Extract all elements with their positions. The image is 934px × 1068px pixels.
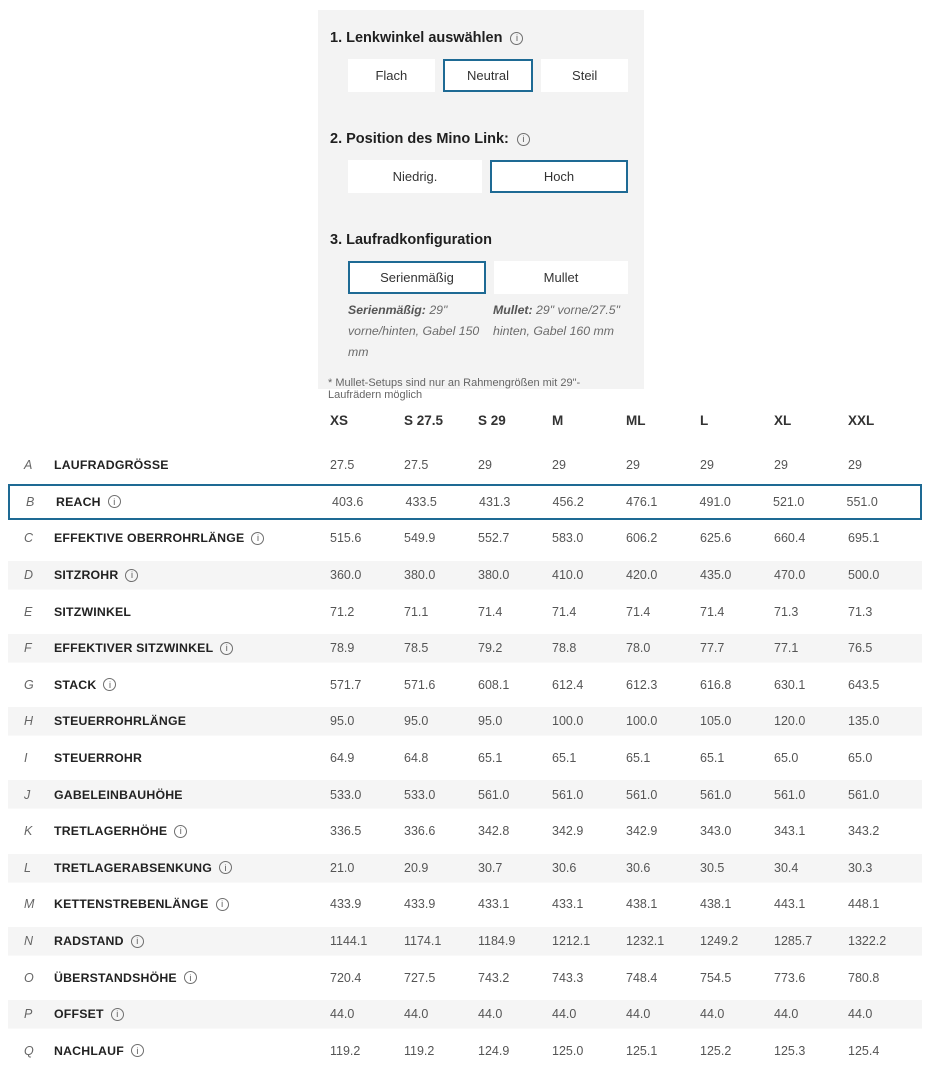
geometry-value: 30.6 [552, 860, 577, 875]
geometry-value: 433.1 [478, 897, 510, 912]
geometry-value: 456.2 [552, 494, 584, 509]
geometry-value: 125.0 [552, 1043, 584, 1058]
geometry-value: 30.3 [848, 860, 873, 875]
geometry-value: 1174.1 [404, 934, 442, 949]
geometry-value: 30.4 [774, 860, 799, 875]
geometry-value: 64.9 [330, 751, 355, 766]
config-section [330, 30, 628, 92]
geometry-value: 71.4 [478, 604, 503, 619]
geometry-value: 44.0 [330, 1007, 355, 1022]
geometry-value: 29 [478, 458, 492, 473]
table-row[interactable] [8, 557, 922, 594]
geometry-value: 521.0 [773, 494, 805, 509]
geometry-value: 380.0 [478, 568, 510, 583]
mullet-config-text: 29" vorne/27.5" hinten, Gabel 160 mm [493, 303, 620, 338]
geometry-value: 124.9 [478, 1043, 510, 1058]
row-label [54, 971, 330, 985]
row-label [54, 934, 330, 948]
geometry-value: 44.0 [848, 1007, 873, 1022]
geometry-value: 27.5 [330, 458, 355, 473]
geometry-value: 78.8 [552, 641, 577, 656]
geometry-value: 743.2 [478, 970, 510, 985]
geometry-value: 125.2 [700, 1043, 732, 1058]
geometry-value: 20.9 [404, 860, 429, 875]
geometry-value: 95.0 [478, 714, 503, 729]
geometry-value: 71.3 [848, 604, 873, 619]
geometry-value: 44.0 [478, 1007, 503, 1022]
config-section [330, 232, 628, 294]
row-label-text: SITZWINKEL [54, 604, 132, 619]
geometry-value: 71.2 [330, 604, 355, 619]
row-label-text: LAUFRADGRÖSSE [54, 458, 169, 473]
geometry-value: 551.0 [846, 494, 878, 509]
info-icon[interactable] [103, 678, 116, 691]
geometry-value: 30.7 [478, 860, 503, 875]
table-row[interactable] [8, 886, 922, 923]
geometry-value: 1144.1 [330, 934, 368, 949]
row-label-text: ÜBERSTANDSHÖHE [54, 970, 177, 985]
geometry-value: 561.0 [626, 787, 658, 802]
info-icon[interactable] [174, 825, 187, 838]
option-button-mullet[interactable]: Mullet [494, 261, 628, 294]
mullet-config-lead: Mullet: [493, 303, 533, 317]
standard-config-description [348, 300, 483, 363]
info-icon[interactable] [219, 861, 232, 874]
geometry-value: 435.0 [700, 568, 732, 583]
row-label [54, 568, 330, 582]
geometry-value: 1285.7 [774, 934, 813, 949]
geometry-value: 78.0 [626, 641, 651, 656]
geometry-value: 77.7 [700, 641, 725, 656]
geometry-value: 65.1 [626, 751, 651, 766]
standard-config-text: 29" vorne/hinten, Gabel 150 mm [348, 303, 480, 359]
geometry-value: 95.0 [404, 714, 429, 729]
geometry-value: 533.0 [330, 787, 362, 802]
geometry-value: 1212.1 [552, 934, 591, 949]
table-row[interactable] [8, 996, 922, 1033]
mullet-footnote: * Mullet-Setups sind nur an Rahmengrößen mit 29"-Laufrädern möglich [328, 376, 581, 401]
row-label [54, 1044, 330, 1058]
config-section-title-text: 3. Laufradkonfiguration [330, 232, 492, 248]
geometry-value: 65.1 [552, 751, 577, 766]
row-label-text: EFFEKTIVER SITZWINKEL [54, 641, 214, 656]
row-label [56, 495, 332, 509]
geometry-value: 748.4 [626, 970, 658, 985]
geometry-value: 76.5 [848, 641, 873, 656]
info-icon[interactable] [517, 133, 530, 146]
geometry-value: 403.6 [332, 494, 364, 509]
geometry-value: 100.0 [626, 714, 658, 729]
option-button-neutral[interactable]: Neutral [443, 59, 534, 92]
geometry-value: 119.2 [330, 1043, 361, 1058]
config-panel [318, 10, 644, 401]
table-row[interactable] [8, 923, 922, 960]
config-options [348, 59, 628, 92]
row-letter: E [24, 604, 33, 619]
table-row[interactable] [8, 959, 922, 996]
geometry-value: 561.0 [478, 787, 510, 802]
geometry-value: 561.0 [848, 787, 880, 802]
table-row[interactable] [8, 776, 922, 813]
geometry-value: 71.4 [700, 604, 725, 619]
config-options [348, 160, 628, 193]
row-label-text: EFFEKTIVE OBERROHRLÄNGE [54, 531, 245, 546]
info-icon[interactable] [131, 1044, 144, 1057]
row-label [54, 1007, 330, 1021]
geometry-value: 30.6 [626, 860, 651, 875]
geometry-value: 343.0 [700, 824, 732, 839]
geometry-value: 27.5 [404, 458, 429, 473]
geometry-value: 571.7 [330, 677, 362, 692]
row-label-text: TRETLAGERHÖHE [54, 824, 168, 839]
info-icon[interactable] [251, 532, 264, 545]
row-letter: O [24, 970, 34, 985]
table-row[interactable] [8, 484, 922, 521]
geometry-value: 120.0 [774, 714, 806, 729]
geometry-value: 380.0 [404, 568, 436, 583]
geometry-value: 44.0 [404, 1007, 429, 1022]
geometry-value: 727.5 [404, 970, 436, 985]
row-label-text: SITZROHR [54, 568, 119, 583]
geometry-value: 448.1 [848, 897, 880, 912]
geometry-value: 420.0 [626, 568, 658, 583]
geometry-value: 443.1 [774, 897, 806, 912]
row-label-text: STEUERROHR [54, 751, 143, 766]
geometry-value: 65.0 [848, 751, 873, 766]
geometry-value: 561.0 [552, 787, 584, 802]
geometry-value: 695.1 [848, 531, 880, 546]
table-row[interactable] [8, 703, 922, 740]
geometry-value: 360.0 [330, 568, 362, 583]
config-sections [330, 30, 628, 294]
row-label [54, 531, 330, 545]
table-row[interactable] [8, 447, 922, 484]
size-column-header: XL [774, 413, 792, 428]
row-letter: J [24, 787, 31, 802]
geometry-value: 625.6 [700, 531, 732, 546]
geometry-value: 342.9 [552, 824, 584, 839]
row-label-text: STEUERROHRLÄNGE [54, 714, 187, 729]
geometry-value: 65.1 [700, 751, 725, 766]
geometry-value: 342.9 [626, 824, 658, 839]
geometry-value: 433.1 [552, 897, 584, 912]
geometry-value: 29 [774, 458, 788, 473]
geometry-value: 44.0 [552, 1007, 577, 1022]
geometry-value: 336.5 [330, 824, 362, 839]
config-section [330, 131, 628, 193]
wheel-config-descriptions [348, 300, 628, 363]
geometry-value: 1232.1 [626, 934, 665, 949]
geometry-value: 343.1 [774, 824, 806, 839]
row-letter: K [24, 824, 33, 839]
geometry-value: 433.9 [330, 897, 362, 912]
info-icon[interactable] [184, 971, 197, 984]
row-label-text: REACH [56, 494, 101, 509]
size-column-header: L [700, 413, 709, 428]
geometry-value: 79.2 [478, 641, 503, 656]
geometry-value: 612.4 [552, 677, 584, 692]
row-label [54, 714, 330, 728]
geometry-value: 119.2 [404, 1043, 435, 1058]
geometry-table [8, 405, 922, 1068]
geometry-value: 125.3 [774, 1043, 806, 1058]
table-row[interactable] [8, 667, 922, 704]
geometry-value: 470.0 [774, 568, 806, 583]
table-body [8, 447, 922, 1068]
geometry-value: 105.0 [700, 714, 732, 729]
geometry-value: 780.8 [848, 970, 880, 985]
geometry-value: 65.1 [478, 751, 503, 766]
geometry-value: 30.5 [700, 860, 725, 875]
geometry-value: 773.6 [774, 970, 806, 985]
config-options [348, 261, 628, 294]
geometry-value: 561.0 [774, 787, 806, 802]
option-button-niedrig[interactable]: Niedrig. [348, 160, 482, 193]
geometry-value: 29 [700, 458, 714, 473]
geometry-value: 754.5 [700, 970, 732, 985]
config-section-title-text: 2. Position des Mino Link: [330, 131, 509, 147]
geometry-value: 561.0 [700, 787, 732, 802]
mullet-config-description [493, 300, 628, 363]
row-label [54, 861, 330, 875]
row-label-text: TRETLAGERABSENKUNG [54, 860, 212, 875]
row-label-text: GABELEINBAUHÖHE [54, 787, 183, 802]
geometry-value: 71.4 [626, 604, 651, 619]
row-letter: Q [24, 1043, 34, 1058]
geometry-value: 71.3 [774, 604, 799, 619]
row-label-text: NACHLAUF [54, 1043, 124, 1058]
row-label [54, 605, 330, 619]
size-column-header: M [552, 413, 564, 428]
size-column-header: XS [330, 413, 349, 428]
row-letter: P [24, 1007, 33, 1022]
geometry-value: 1322.2 [848, 934, 887, 949]
size-column-header: S 27.5 [404, 413, 444, 428]
geometry-value: 515.6 [330, 531, 362, 546]
geometry-value: 44.0 [700, 1007, 725, 1022]
geometry-value: 125.1 [626, 1043, 658, 1058]
info-icon[interactable] [220, 642, 233, 655]
info-icon[interactable] [216, 898, 229, 911]
config-section-title [330, 131, 628, 147]
row-label-text: RADSTAND [54, 934, 124, 949]
info-icon[interactable] [111, 1008, 124, 1021]
geometry-value: 21.0 [330, 860, 355, 875]
geometry-value: 65.0 [774, 751, 799, 766]
geometry-value: 135.0 [848, 714, 880, 729]
size-column-header: S 29 [478, 413, 506, 428]
row-letter: M [24, 897, 35, 912]
row-label [54, 641, 330, 655]
geometry-value: 438.1 [626, 897, 658, 912]
row-label [54, 751, 330, 765]
geometry-value: 95.0 [330, 714, 355, 729]
row-letter: C [24, 531, 34, 546]
table-row[interactable] [8, 593, 922, 630]
row-label [54, 824, 330, 838]
row-label [54, 678, 330, 692]
config-section-title [330, 30, 628, 46]
geometry-value: 71.4 [552, 604, 577, 619]
geometry-value: 743.3 [552, 970, 584, 985]
geometry-value: 431.3 [479, 494, 511, 509]
row-letter: L [24, 860, 31, 875]
geometry-value: 616.8 [700, 677, 732, 692]
geometry-value: 29 [626, 458, 640, 473]
size-column-header: ML [626, 413, 646, 428]
geometry-value: 500.0 [848, 568, 880, 583]
row-letter: I [24, 751, 28, 766]
geometry-value: 44.0 [774, 1007, 799, 1022]
geometry-value: 583.0 [552, 531, 584, 546]
size-column-header: XXL [848, 413, 875, 428]
geometry-value: 78.9 [330, 641, 355, 656]
option-button-steil[interactable]: Steil [541, 59, 628, 92]
table-row[interactable] [8, 740, 922, 777]
row-label-text: OFFSET [54, 1007, 104, 1022]
option-button-serienm-ig[interactable]: Serienmäßig [348, 261, 486, 294]
row-letter: N [24, 934, 34, 949]
table-row[interactable] [8, 850, 922, 887]
geometry-value: 643.5 [848, 677, 880, 692]
row-letter: H [24, 714, 34, 729]
row-letter: B [26, 494, 35, 509]
table-row[interactable] [8, 813, 922, 850]
geometry-value: 608.1 [478, 677, 510, 692]
info-icon[interactable] [108, 495, 121, 508]
row-letter: A [24, 458, 33, 473]
geometry-value: 343.2 [848, 824, 880, 839]
geometry-value: 1249.2 [700, 934, 739, 949]
info-icon[interactable] [510, 32, 523, 45]
table-row[interactable] [8, 630, 922, 667]
geometry-value: 433.5 [405, 494, 437, 509]
row-label [54, 458, 330, 472]
config-section-title [330, 232, 628, 248]
row-letter: D [24, 568, 34, 583]
geometry-value: 64.8 [404, 751, 429, 766]
row-label [54, 788, 330, 802]
row-label-text: STACK [54, 677, 97, 692]
row-label-text: KETTENSTREBENLÄNGE [54, 897, 209, 912]
geometry-value: 571.6 [404, 677, 436, 692]
geometry-value: 336.6 [404, 824, 436, 839]
geometry-value: 342.8 [478, 824, 510, 839]
geometry-value: 44.0 [626, 1007, 651, 1022]
row-label [54, 897, 330, 911]
table-header [8, 405, 922, 447]
geometry-value: 606.2 [626, 531, 658, 546]
geometry-value: 552.7 [478, 531, 510, 546]
geometry-value: 491.0 [699, 494, 731, 509]
geometry-value: 29 [848, 458, 862, 473]
geometry-value: 660.4 [774, 531, 806, 546]
geometry-value: 476.1 [626, 494, 658, 509]
geometry-value: 77.1 [774, 641, 799, 656]
config-section-title-text: 1. Lenkwinkel auswählen [330, 30, 503, 46]
geometry-value: 612.3 [626, 677, 658, 692]
geometry-value: 1184.9 [478, 934, 516, 949]
option-button-flach[interactable]: Flach [348, 59, 435, 92]
table-row[interactable] [8, 1033, 922, 1068]
info-icon[interactable] [125, 569, 138, 582]
geometry-value: 29 [552, 458, 566, 473]
option-button-hoch[interactable]: Hoch [490, 160, 628, 193]
geometry-value: 549.9 [404, 531, 436, 546]
geometry-value: 410.0 [552, 568, 584, 583]
geometry-value: 78.5 [404, 641, 429, 656]
geometry-value: 438.1 [700, 897, 732, 912]
geometry-value: 71.1 [404, 604, 429, 619]
table-row[interactable] [8, 520, 922, 557]
geometry-value: 433.9 [404, 897, 436, 912]
row-letter: G [24, 677, 34, 692]
geometry-value: 100.0 [552, 714, 584, 729]
geometry-value: 533.0 [404, 787, 436, 802]
geometry-value: 125.4 [848, 1043, 880, 1058]
standard-config-lead: Serienmäßig: [348, 303, 426, 317]
geometry-value: 720.4 [330, 970, 362, 985]
geometry-value: 630.1 [774, 677, 806, 692]
info-icon[interactable] [131, 935, 144, 948]
row-letter: F [24, 641, 32, 656]
